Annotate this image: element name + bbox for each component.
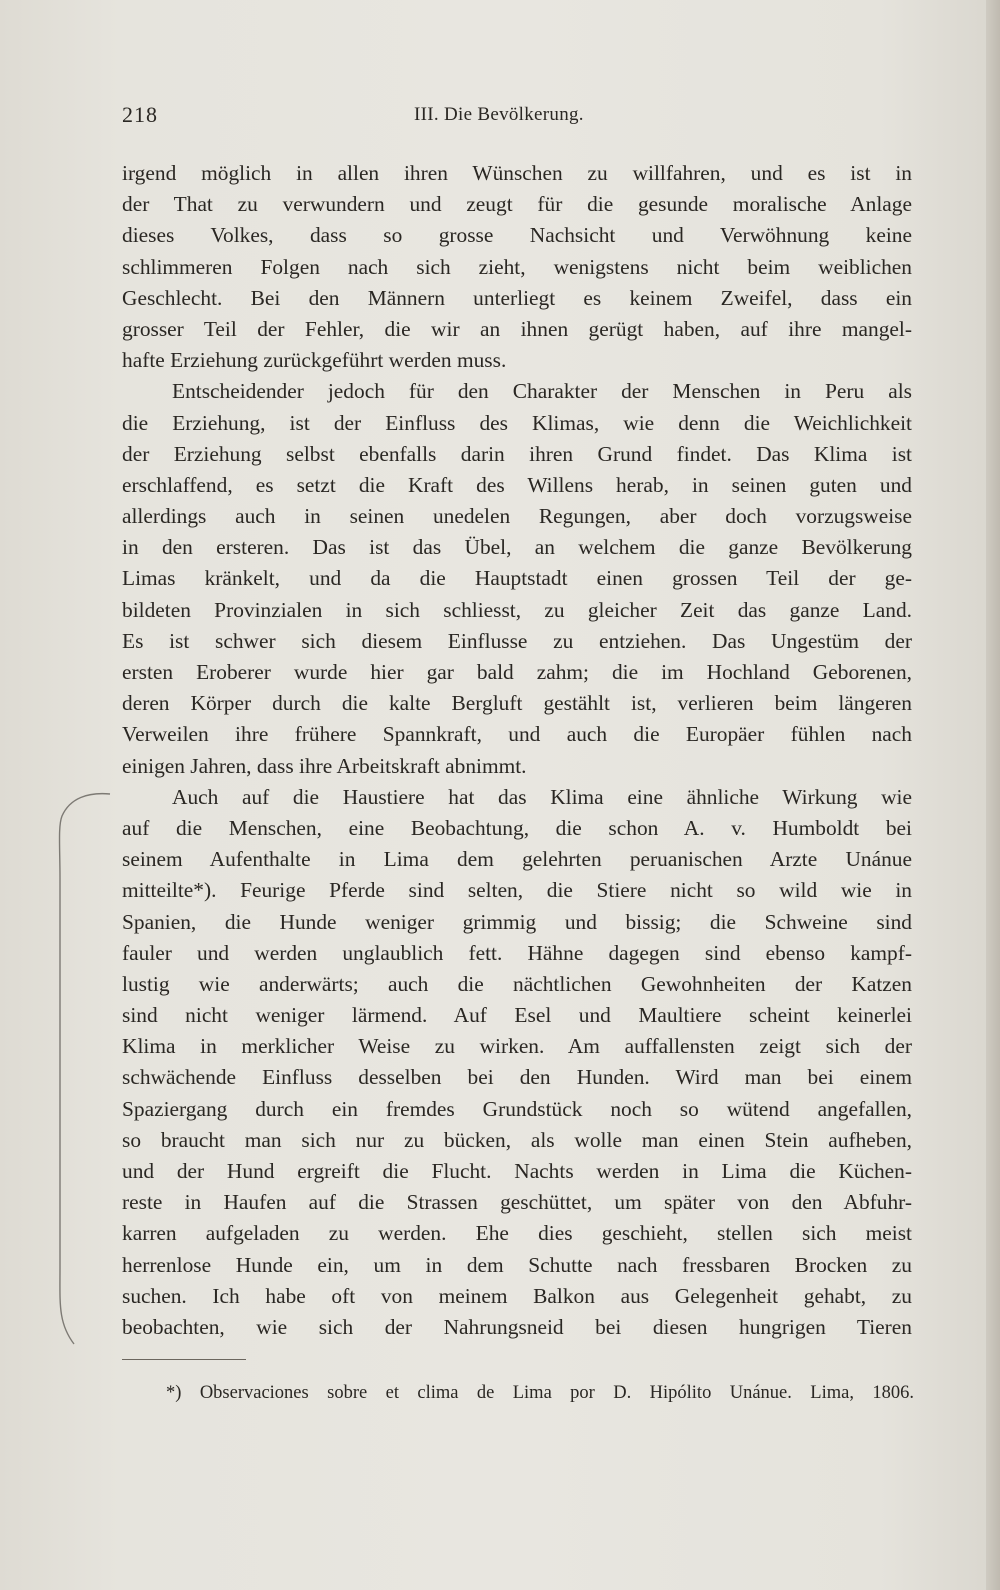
page-edge-shadow [986,0,1000,1590]
text-line: Entscheidender jedoch für den Charakter der Menschen in Peru als [172,379,912,404]
text-line: Geschlecht. Bei den Männern unterliegt es keinem Zweifel, dass ein [122,285,912,310]
text-line: fauler und werden unglaublich fett. Hähne dagegen sind ebenso kampf- [122,940,912,965]
text-line: so braucht man sich nur zu bücken, als wolle man einen Stein aufheben, [122,1127,912,1152]
text-line: Verweilen ihre frühere Spannkraft, und auch die Europäer fühlen nach [122,722,912,747]
text-line: der Erziehung selbst ebenfalls darin ihren Grund findet. Das Klima ist [122,441,912,466]
margin-pencil-mark [48,788,118,1348]
text-line: einigen Jahren, dass ihre Arbeitskraft abnimmt. [122,753,527,778]
text-line: reste in Haufen auf die Strassen geschüttet, um später von den Abfuhr- [122,1190,912,1215]
text-line: und der Hund ergreift die Flucht. Nachts werden in Lima die Küchen- [122,1159,912,1183]
text-line: suchen. Ich habe oft von meinem Balkon aus Gelegenheit gehabt, zu [122,1283,912,1308]
page-header [122,102,912,132]
main-text [122,158,912,1343]
text-line: auf die Menschen, eine Beobachtung, die schon A. v. Humboldt bei [122,815,912,840]
text-line: herrenlose Hunde ein, um in dem Schutte nach fressbaren Brocken zu [122,1252,912,1277]
text-line: lustig wie anderwärts; auch die nächtlichen Gewohnheiten der Katzen [122,971,912,996]
text-line: grosser Teil der Fehler, die wir an ihnen gerügt haben, auf ihre mangel- [122,316,912,341]
text-line: erschlaffend, es setzt die Kraft des Willens herab, in seinen guten und [122,472,912,497]
footnote-divider [122,1359,246,1360]
text-line: karren aufgeladen zu werden. Ehe dies geschieht, stellen sich meist [122,1221,912,1246]
text-line: Klima in merklicher Weise zu wirken. Am auffallensten zeigt sich der [122,1034,912,1059]
text-line: Limas kränkelt, und da die Hauptstadt einen grossen Teil der ge- [122,566,912,591]
text-line: Auch auf die Haustiere hat das Klima eine ähnliche Wirkung wie [172,784,912,809]
running-title: III. Die Bevölkerung. [414,104,584,125]
text-line: mitteilte*). Feurige Pferde sind selten, die Stiere nicht so wild wie in [122,878,912,903]
text-line: schlimmeren Folgen nach sich zieht, wenigstens nicht beim weiblichen [122,254,912,279]
text-line: in den ersteren. Das ist das Übel, an welchem die ganze Bevölkerung [122,535,912,560]
text-line: seinem Aufenthalte in Lima dem gelehrten peruanischen Arzte Unánue [122,847,912,872]
text-line: Spaziergang durch ein fremdes Grundstück noch so wütend angefallen, [122,1096,912,1121]
text-line: irgend möglich in allen ihren Wünschen zu willfahren, und es ist in [122,161,912,185]
text-line: schwächende Einfluss desselben bei den Hunden. Wird man bei einem [122,1065,912,1090]
text-line: die Erziehung, ist der Einfluss des Klimas, wie denn die Weichlichkeit [122,410,912,435]
text-line: dieses Volkes, dass so grosse Nachsicht und Verwöhnung keine [122,223,912,248]
text-line: Es ist schwer sich diesem Einflusse zu entziehen. Das Ungestüm der [122,628,912,653]
text-line: Spanien, die Hunde weniger grimmig und bissig; die Schweine sind [122,909,912,934]
page-number: 218 [122,102,158,127]
text-line: der That zu verwundern und zeugt für die gesunde moralische Anlage [122,192,912,217]
text-line: bildeten Provinzialen in sich schliesst, zu gleicher Zeit das ganze Land. [122,597,912,622]
text-line: beobachten, wie sich der Nahrungsneid bei diesen hungrigen Tieren [122,1314,912,1339]
text-line: allerdings auch in seinen unedelen Regungen, aber doch vorzugsweise [122,504,912,529]
text-line: deren Körper durch die kalte Bergluft gestählt ist, verlieren beim längeren [122,691,912,716]
text-line: sind nicht weniger lärmend. Auf Esel und Maultiere scheint keinerlei [122,1003,912,1028]
footnote: *) Observaciones sobre et clima de Lima por D. Hipólito Unánue. Lima, 1806. [166,1383,914,1403]
text-line: ersten Eroberer wurde hier gar bald zahm; die im Hochland Geborenen, [122,660,912,684]
text-line: hafte Erziehung zurückgeführt werden muss. [122,348,507,373]
